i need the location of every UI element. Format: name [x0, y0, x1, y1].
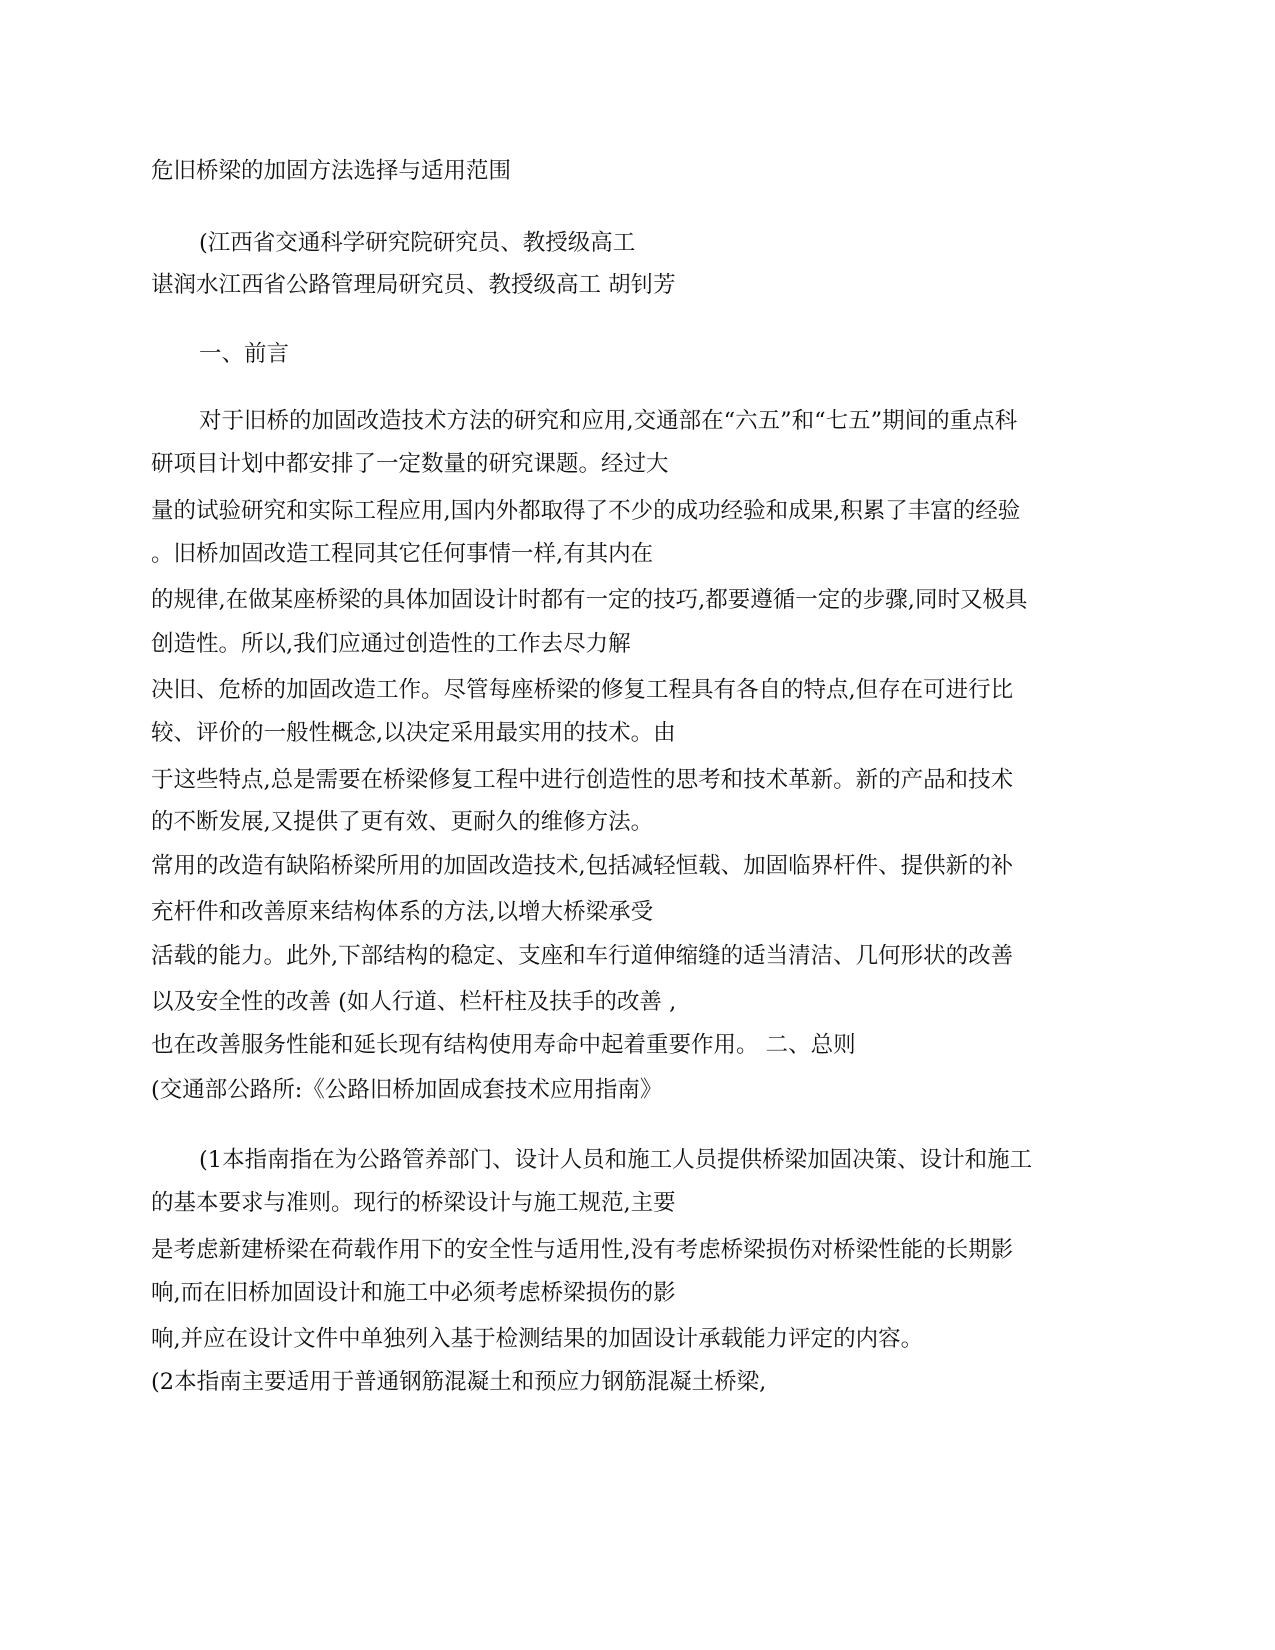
paragraph-line: 常用的改造有缺陷桥梁所用的加固改造技术,包括减轻恒载、加固临界杆件、提供新的补 [151, 853, 1014, 879]
paragraph-line: (1本指南指在为公路管养部门、设计人员和施工人员提供桥梁加固决策、设计和施工 [199, 1147, 1033, 1173]
author-line: 谌润水江西省公路管理局研究员、教授级高工 胡钊芳 [151, 272, 676, 298]
paragraph-line: 的基本要求与准则。现行的桥梁设计与施工规范,主要 [151, 1190, 676, 1216]
section-heading: 一、前言 [199, 341, 290, 367]
paragraph-line: 。旧桥加固改造工程同其它任何事情一样,有其内在 [151, 541, 654, 567]
paragraph-line: 决旧、危桥的加固改造工作。尽管每座桥梁的修复工程具有各自的特点,但存在可进行比 [151, 677, 1014, 703]
paragraph-line: 响,而在旧桥加固设计和施工中必须考虑桥梁损伤的影 [151, 1280, 676, 1306]
paragraph-line: 也在改善服务性能和延长现有结构使用寿命中起着重要作用。 二、总则 [151, 1032, 856, 1058]
paragraph-line: (交通部公路所:《公路旧桥加固成套技术应用指南》 [151, 1077, 663, 1103]
paragraph-line: 较、评价的一般性概念,以决定采用最实用的技术。由 [151, 720, 676, 746]
paragraph-line: 对于旧桥的加固改造技术方法的研究和应用,交通部在“六五”和“七五”期间的重点科 [199, 408, 1018, 434]
paragraph-line: 充杆件和改善原来结构体系的方法,以增大桥梁承受 [151, 899, 654, 925]
paragraph-line: 研项目计划中都安排了一定数量的研究课题。经过大 [151, 451, 669, 477]
paragraph-line: 的规律,在做某座桥梁的具体加固设计时都有一定的技巧,都要遵循一定的步骤,同时又极具 [151, 587, 1028, 613]
paragraph-line: 是考虑新建桥梁在荷载作用下的安全性与适用性,没有考虑桥梁损伤对桥梁性能的长期影 [151, 1237, 1014, 1263]
paragraph-line: 于这些特点,总是需要在桥梁修复工程中进行创造性的思考和技术革新。新的产品和技术 [151, 767, 1014, 793]
paragraph-line: 量的试验研究和实际工程应用,国内外都取得了不少的成功经验和成果,积累了丰富的经验 [151, 498, 1021, 524]
paragraph-line: 活载的能力。此外,下部结构的稳定、支座和车行道伸缩缝的适当清洁、几何形状的改善 [151, 943, 1014, 969]
document-title: 危旧桥梁的加固方法选择与适用范围 [151, 158, 512, 184]
paragraph-line: 的不断发展,又提供了更有效、更耐久的维修方法。 [151, 809, 654, 835]
paragraph-line: 创造性。所以,我们应通过创造性的工作去尽力解 [151, 631, 631, 657]
paragraph-line: 响,并应在设计文件中单独列入基于检测结果的加固设计承载能力评定的内容。 [151, 1326, 924, 1352]
author-line: (江西省交通科学研究院研究员、教授级高工 [199, 230, 636, 256]
paragraph-line: 以及安全性的改善 (如人行道、栏杆柱及扶手的改善 , [151, 989, 677, 1015]
paragraph-line: (2本指南主要适用于普通钢筋混凝土和预应力钢筋混凝土桥梁, [151, 1369, 767, 1395]
